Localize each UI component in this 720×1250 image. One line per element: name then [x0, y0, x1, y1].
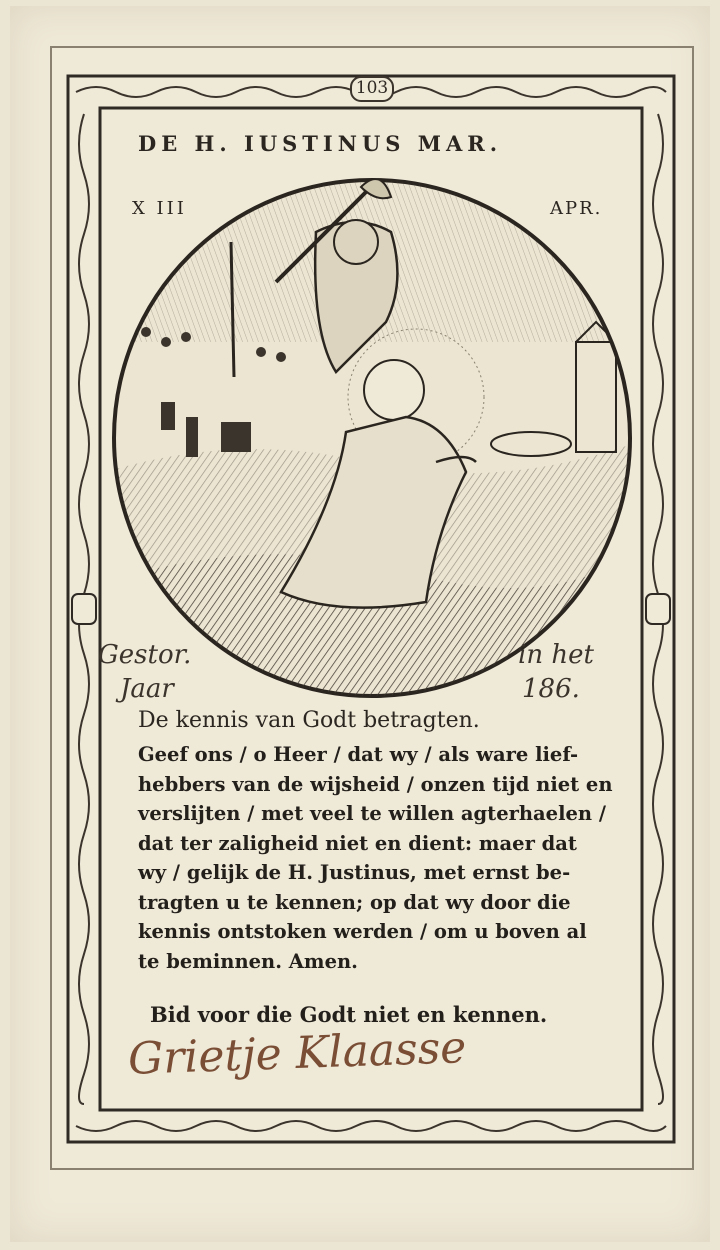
feast-day: X III — [132, 198, 187, 219]
death-note-year: 186. — [522, 674, 580, 704]
prayer-text — [138, 740, 613, 976]
prayer-line: te beminnen. Amen. — [138, 949, 358, 973]
prayer-line: verslijten / met veel te willen agterhaelen / — [138, 802, 606, 825]
prayer-line: kennis ontstoken werden / om u boven al — [138, 920, 587, 943]
page-number: 103 — [350, 76, 394, 102]
print-sheet — [10, 6, 710, 1242]
caption-heading: De kennis van Godt betragten. — [138, 708, 480, 733]
death-note-jaar: Jaar — [120, 674, 174, 704]
death-note-gestor: Gestor. — [98, 640, 192, 670]
closing-line: Bid voor die Godt niet en kennen. — [150, 1002, 548, 1027]
saint-title: DE H. IUSTINUS MAR. — [138, 131, 503, 156]
engraving-medallion — [106, 172, 638, 704]
handwritten-signature: Grietje Klaasse — [127, 1022, 468, 1085]
death-note-in-het: in het — [518, 640, 594, 670]
feast-month: APR. — [550, 198, 603, 219]
prayer-line: wy / gelijk de H. Justinus, met ernst be- — [138, 861, 571, 884]
prayer-line: dat ter zaligheid niet en dient: maer dat — [138, 831, 577, 855]
prayer-line: tragten u te kennen; op dat wy door die — [138, 890, 571, 914]
prayer-line: Geef ons / o Heer / dat wy / als ware lief- — [138, 743, 579, 766]
prayer-line: hebbers van de wijsheid / onzen tijd niet en — [138, 772, 613, 796]
